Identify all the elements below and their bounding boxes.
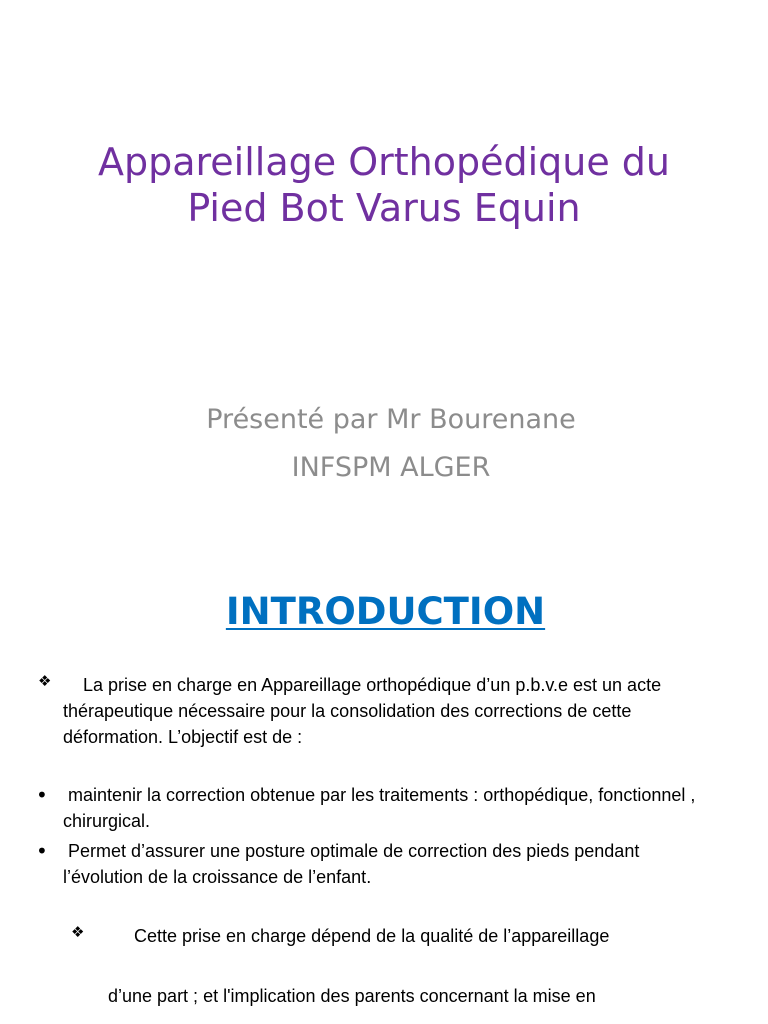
slide-title [0, 139, 768, 231]
diamond-bullet-icon: ❖ [38, 672, 52, 690]
continuation-paragraph: d’une part ; et l'implication des parents concernant la mise en [108, 986, 596, 1006]
intro-paragraph-text: La prise en charge en Appareillage orthopédique d’un p.b.v.e est un acte thérapeutique nécessaire pour la consolidation des corrections de cette déformation. L’objectif est de : [63, 675, 662, 747]
objective-item-1 [63, 782, 723, 834]
objective-item-1-text: maintenir la correction obtenue par les traitements : orthopédique, fonctionnel , chirurgical. [63, 785, 696, 831]
diamond-bullet-icon: ❖ [71, 923, 85, 941]
round-bullet-icon: • [36, 839, 48, 863]
intro-paragraph [63, 672, 723, 750]
slide-subtitle [0, 396, 768, 492]
dependency-paragraph: Cette prise en charge dépend de la qualité de l’appareillage [134, 926, 610, 946]
title-line-2: Pied Bot Varus Equin [187, 186, 581, 230]
objective-item-2 [63, 838, 723, 890]
round-bullet-icon: • [36, 783, 48, 807]
introduction-heading: INTRODUCTION [225, 590, 546, 633]
introduction-slide [0, 560, 768, 1024]
title-line-1: Appareillage Orthopédique du [97, 140, 671, 184]
presenter-line: Présenté par Mr Bourenane [206, 404, 576, 435]
institution-line: INFSPM ALGER [291, 452, 491, 483]
objective-item-2-text: Permet d’assurer une posture optimale de correction des pieds pendant l’évolution de la croissance de l’enfant. [63, 841, 640, 887]
